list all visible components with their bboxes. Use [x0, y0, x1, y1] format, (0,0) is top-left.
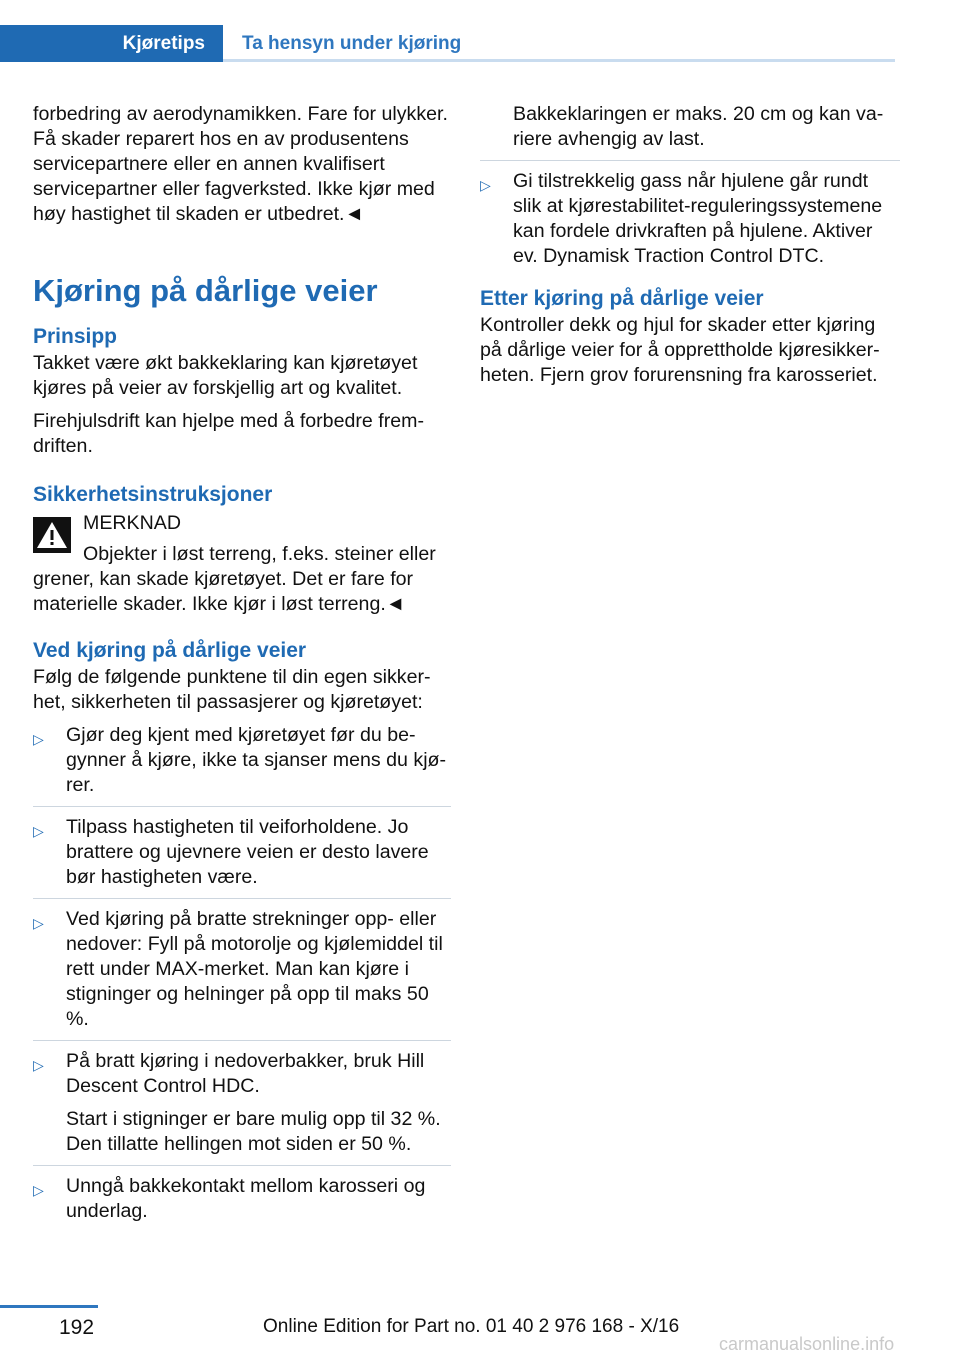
footer-divider	[0, 1305, 98, 1308]
safety-heading: Sikkerhetsinstruksjoner	[33, 483, 273, 506]
bullet-triangle-icon: ▷	[480, 177, 491, 193]
prinsipp-paragraph-1: Takket være økt bakkeklaring kan kjøretøyet kjøres på veier av forskjellig art og kvalitet.	[33, 352, 418, 399]
left-column	[33, 102, 451, 1232]
list-item: ▷ Ved kjøring på bratte strekninger opp- eller nedover: Fyll på motorolje og kjølemiddel til rett under MAX-merket. Man kan kjøre i stigninger og helninger på opp til maks 50 %.	[33, 908, 443, 1030]
warning-icon	[33, 517, 71, 553]
list-item: ▷ Gjør deg kjent med kjøretøyet før du begynner å kjøre, ikke ta sjanser mens du kjører.	[33, 724, 447, 796]
list-item: ▷ Tilpass hastigheten til veiforholdene. Jo brattere og ujevnere veien er desto lavere bør hastigheten være.	[33, 816, 429, 888]
bullet-triangle-icon: ▷	[33, 915, 44, 931]
driving-list	[33, 723, 451, 1224]
section-heading: Kjøring på dårlige veier	[33, 273, 378, 308]
chapter-tab[interactable]: Kjøretips	[0, 25, 223, 62]
header-divider	[223, 59, 895, 62]
continued-paragraph: Bakkeklaringen er maks. 20 cm og kan variere avhengig av last.	[513, 103, 884, 150]
prinsipp-heading: Prinsipp	[33, 325, 118, 348]
prinsipp-paragraph-2: Firehjulsdrift kan hjelpe med å forbedre fremdriften.	[33, 410, 424, 457]
list-item-extra: Start i stigninger er bare mulig opp til 32 %. Den tillatte hellingen mot siden er 50 %.	[66, 1108, 441, 1155]
list-divider	[33, 1165, 451, 1166]
warning-box	[33, 511, 451, 617]
right-list	[480, 169, 900, 269]
right-column	[480, 102, 900, 396]
bullet-triangle-icon: ▷	[33, 731, 44, 747]
bullet-triangle-icon: ▷	[33, 1182, 44, 1198]
list-divider	[480, 160, 900, 161]
warning-label: MERKNAD	[83, 512, 181, 534]
list-divider	[33, 898, 451, 899]
after-paragraph: Kontroller dekk og hjul for skader etter kjøring på dårlige veier for å opprettholde kjøresikkerheten. Fjern grov forurensning fra karosseriet.	[480, 314, 880, 386]
after-heading: Etter kjøring på dårlige veier	[480, 287, 764, 310]
driving-intro: Følg de følgende punktene til din egen sikkerhet, sikkerheten til passasjerer og kjøretøyet:	[33, 666, 431, 713]
driving-heading: Ved kjøring på dårlige veier	[33, 639, 307, 662]
list-divider	[33, 1040, 451, 1041]
bullet-triangle-icon: ▷	[33, 1057, 44, 1073]
list-item: ▷ På bratt kjøring i nedoverbakker, bruk Hill Descent Control HDC. Start i stigninger er bare mulig opp til 32 %. Den tillatte hellingen mot siden er 50 %.	[33, 1049, 451, 1157]
bullet-triangle-icon: ▷	[33, 823, 44, 839]
section-tab[interactable]: Ta hensyn under kjøring	[242, 32, 462, 54]
list-item: ▷ Unngå bakkekontakt mellom karosseri og underlag.	[33, 1175, 426, 1222]
list-divider	[33, 806, 451, 807]
page-header	[0, 25, 895, 62]
warning-text: Objekter i løst terreng, f.eks. steiner eller grener, kan skade kjøretøyet. Det er fare for materielle skader. Ikke kjør i løst terreng.◄	[33, 543, 436, 615]
edition-text: Online Edition for Part no. 01 40 2 976 168 - X/16	[263, 1316, 680, 1337]
intro-paragraph: forbedring av aerodynamikken. Fare for ulykker. Få skader reparert hos en av produsentens servicepartnere eller en annen kvalifisert servicepartner eller fagverksted. Ikke kjør med høy hastighet til skaden er utbedret.◄	[33, 103, 448, 225]
watermark: carmanualsonline.info	[719, 1334, 895, 1354]
page-number: 192	[59, 1316, 95, 1339]
list-item: ▷ Gi tilstrekkelig gass når hjulene går rundt slik at kjørestabilitet-reguleringssystemene kan fordele drivkraften på hjulene. Aktiver ev. Dynamisk Traction Control DTC.	[480, 170, 883, 267]
